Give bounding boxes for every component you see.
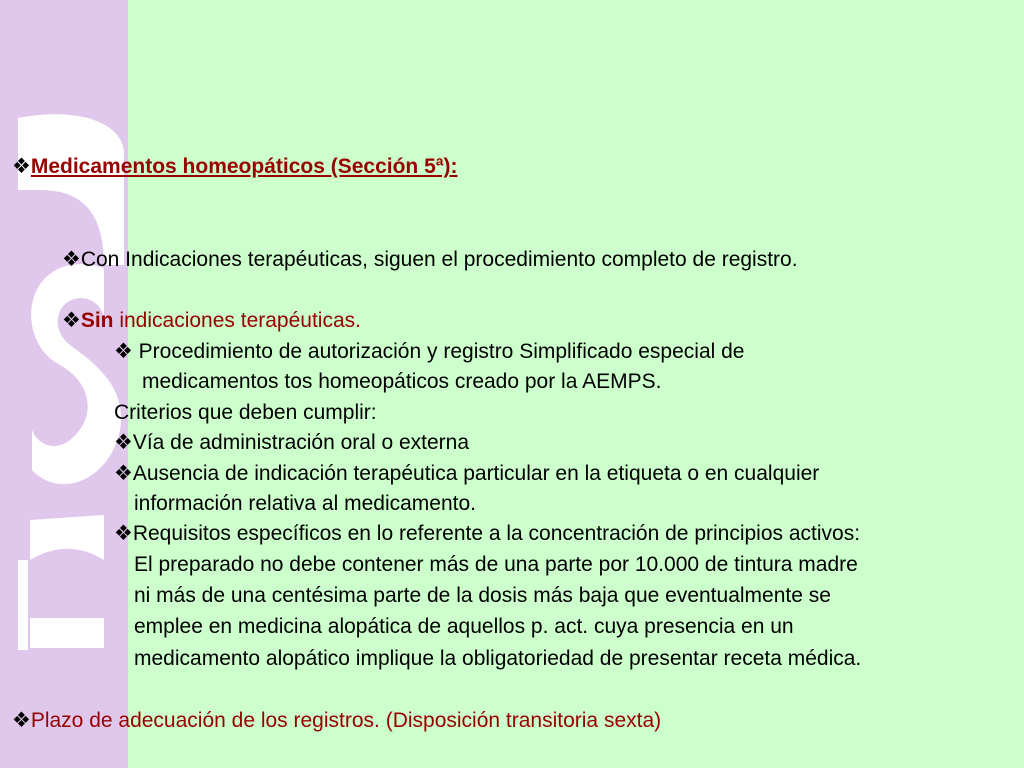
bullet-icon: ❖ — [114, 340, 133, 363]
decorative-letter-mark — [0, 0, 128, 768]
bullet-icon: ❖ — [62, 309, 81, 332]
bullet-icon: ❖ — [12, 155, 31, 178]
plazo-text: Plazo de adecuación de los registros. (Disposición transitoria sexta) — [30, 709, 662, 732]
heading-text: Medicamentos homeopáticos (Sección 5ª): — [30, 155, 458, 178]
bullet-icon: ❖ — [62, 248, 81, 271]
criterion-3-line1: Requisitos específicos en lo referente a la concentración de principios activos: — [132, 522, 861, 545]
criterion-1 — [114, 429, 469, 457]
criterion-3-line4: emplee en medicina alopática de aquellos p. act. cuya presencia en un — [134, 615, 794, 638]
bullet-icon: ❖ — [114, 462, 133, 485]
criterion-3-line2: El preparado no debe contener más de una parte por 10.000 de tintura madre — [134, 553, 858, 576]
criterion-2-line2: información relativa al medicamento. — [134, 492, 476, 515]
criterion-3-line5: medicamento alopático implique la obligatoriedad de presentar receta médica. — [134, 647, 862, 670]
procedure-line2: medicamentos tos homeopáticos creado por la AEMPS. — [142, 370, 662, 393]
item-con-indicaciones — [62, 246, 798, 274]
item-sin-indicaciones — [62, 307, 361, 335]
heading-item — [12, 153, 458, 181]
plazo-item — [12, 707, 661, 735]
sidebar-decoration — [0, 0, 128, 768]
criterion-1-text: Vía de administración oral o externa — [132, 431, 470, 454]
procedure-line1: Procedimiento de autorización y registro Simplificado especial de — [138, 340, 745, 363]
item-sin-rest: indicaciones terapéuticas. — [113, 309, 361, 332]
procedure-item — [114, 338, 744, 366]
item-sin-bold: Sin — [80, 309, 114, 332]
criterion-3 — [114, 520, 860, 548]
bullet-icon: ❖ — [12, 709, 31, 732]
criterion-3-line3: ni más de una centésima parte de la dosis más baja que eventualmente se — [134, 584, 831, 607]
criterion-2-line1: Ausencia de indicación terapéutica particular en la etiqueta o en cualquier — [132, 462, 820, 485]
bullet-icon: ❖ — [114, 522, 133, 545]
bullet-icon: ❖ — [114, 431, 133, 454]
criteria-title: Criterios que deben cumplir: — [114, 401, 377, 424]
criterion-2 — [114, 460, 819, 488]
item-con-text: Con Indicaciones terapéuticas, siguen el procedimiento completo de registro. — [80, 248, 798, 271]
